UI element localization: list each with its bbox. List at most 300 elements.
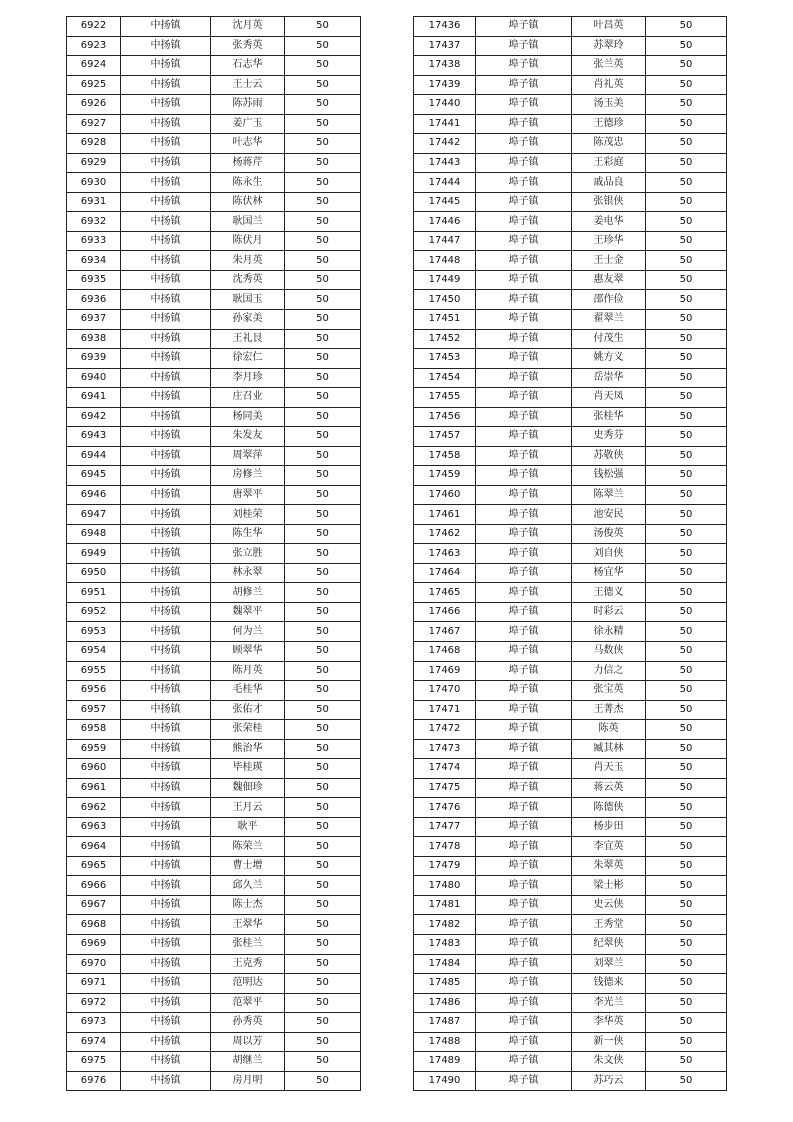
- town-cell: 中扬镇: [121, 173, 211, 193]
- id-cell: 6943: [67, 427, 121, 447]
- amount-cell: 50: [285, 759, 361, 779]
- town-cell: 中扬镇: [121, 270, 211, 290]
- amount-cell: 50: [285, 56, 361, 76]
- id-cell: 6963: [67, 817, 121, 837]
- amount-cell: 50: [646, 837, 727, 857]
- id-cell: 6937: [67, 309, 121, 329]
- town-cell: 埠子镇: [476, 114, 572, 134]
- town-cell: 中扬镇: [121, 251, 211, 271]
- amount-cell: 50: [646, 642, 727, 662]
- amount-cell: 50: [285, 251, 361, 271]
- table-row: [67, 56, 361, 76]
- town-cell: 埠子镇: [476, 1071, 572, 1091]
- town-cell: 中扬镇: [121, 876, 211, 896]
- town-cell: 埠子镇: [476, 192, 572, 212]
- amount-cell: 50: [646, 974, 727, 994]
- table-row: [67, 349, 361, 369]
- amount-cell: 50: [285, 817, 361, 837]
- amount-cell: 50: [646, 915, 727, 935]
- id-cell: 17480: [414, 876, 476, 896]
- id-cell: 17441: [414, 114, 476, 134]
- name-cell: 陈永生: [211, 173, 285, 193]
- amount-cell: 50: [646, 954, 727, 974]
- id-cell: 17463: [414, 544, 476, 564]
- town-cell: 中扬镇: [121, 778, 211, 798]
- amount-cell: 50: [285, 95, 361, 115]
- amount-cell: 50: [646, 759, 727, 779]
- name-cell: 蒋云英: [572, 778, 646, 798]
- name-cell: 王士金: [572, 251, 646, 271]
- id-cell: 6972: [67, 993, 121, 1013]
- table-row: [67, 661, 361, 681]
- amount-cell: 50: [646, 720, 727, 740]
- id-cell: 6960: [67, 759, 121, 779]
- name-cell: 范明达: [211, 974, 285, 994]
- amount-cell: 50: [285, 329, 361, 349]
- amount-cell: 50: [285, 270, 361, 290]
- town-cell: 埠子镇: [476, 95, 572, 115]
- amount-cell: 50: [646, 75, 727, 95]
- id-cell: 17457: [414, 427, 476, 447]
- town-cell: 埠子镇: [476, 134, 572, 154]
- name-cell: 陈伏林: [211, 192, 285, 212]
- amount-cell: 50: [646, 1052, 727, 1072]
- id-cell: 17447: [414, 231, 476, 251]
- table-row: [67, 251, 361, 271]
- id-cell: 17462: [414, 524, 476, 544]
- id-cell: 6929: [67, 153, 121, 173]
- town-cell: 中扬镇: [121, 1071, 211, 1091]
- table-row: [67, 739, 361, 759]
- name-cell: 苏巧云: [572, 1071, 646, 1091]
- id-cell: 6973: [67, 1013, 121, 1033]
- amount-cell: 50: [646, 153, 727, 173]
- town-cell: 中扬镇: [121, 681, 211, 701]
- name-cell: 房修兰: [211, 466, 285, 486]
- id-cell: 17454: [414, 368, 476, 388]
- town-cell: 埠子镇: [476, 173, 572, 193]
- amount-cell: 50: [646, 876, 727, 896]
- name-cell: 李光兰: [572, 993, 646, 1013]
- amount-cell: 50: [285, 837, 361, 857]
- id-cell: 17437: [414, 36, 476, 56]
- town-cell: 埠子镇: [476, 231, 572, 251]
- name-cell: 陈英: [572, 720, 646, 740]
- id-cell: 6938: [67, 329, 121, 349]
- name-cell: 钱德来: [572, 974, 646, 994]
- name-cell: 岳崇华: [572, 368, 646, 388]
- table-row: [414, 309, 727, 329]
- id-cell: 17443: [414, 153, 476, 173]
- name-cell: 王德义: [572, 583, 646, 603]
- table-row: [414, 388, 727, 408]
- table-row: [67, 642, 361, 662]
- amount-cell: 50: [646, 388, 727, 408]
- id-cell: 17450: [414, 290, 476, 310]
- table-row: [414, 817, 727, 837]
- town-cell: 中扬镇: [121, 544, 211, 564]
- id-cell: 6970: [67, 954, 121, 974]
- town-cell: 中扬镇: [121, 1052, 211, 1072]
- amount-cell: 50: [646, 739, 727, 759]
- id-cell: 17439: [414, 75, 476, 95]
- table-row: [67, 798, 361, 818]
- town-cell: 埠子镇: [476, 485, 572, 505]
- name-cell: 叶昌英: [572, 17, 646, 37]
- table-row: [414, 329, 727, 349]
- name-cell: 耿平: [211, 817, 285, 837]
- town-cell: 埠子镇: [476, 212, 572, 232]
- amount-cell: 50: [285, 563, 361, 583]
- amount-cell: 50: [646, 602, 727, 622]
- table-row: [414, 642, 727, 662]
- town-cell: 中扬镇: [121, 192, 211, 212]
- table-row: [414, 720, 727, 740]
- name-cell: 惠友翠: [572, 270, 646, 290]
- amount-cell: 50: [285, 192, 361, 212]
- town-cell: 中扬镇: [121, 36, 211, 56]
- name-cell: 王月云: [211, 798, 285, 818]
- name-cell: 杨宜华: [572, 563, 646, 583]
- table-row: [67, 700, 361, 720]
- table-row: [67, 876, 361, 896]
- id-cell: 6932: [67, 212, 121, 232]
- name-cell: 唐翠平: [211, 485, 285, 505]
- table-row: [67, 583, 361, 603]
- name-cell: 汤玉美: [572, 95, 646, 115]
- id-cell: 6953: [67, 622, 121, 642]
- amount-cell: 50: [646, 192, 727, 212]
- table-row: [67, 1013, 361, 1033]
- id-cell: 6933: [67, 231, 121, 251]
- name-cell: 张银侠: [572, 192, 646, 212]
- right-table: [413, 16, 727, 1091]
- amount-cell: 50: [646, 856, 727, 876]
- table-row: [67, 368, 361, 388]
- name-cell: 李华英: [572, 1013, 646, 1033]
- table-row: [67, 544, 361, 564]
- name-cell: 邱久兰: [211, 876, 285, 896]
- table-row: [67, 1032, 361, 1052]
- table-row: [414, 876, 727, 896]
- id-cell: 6946: [67, 485, 121, 505]
- name-cell: 王翠华: [211, 915, 285, 935]
- name-cell: 王彩庭: [572, 153, 646, 173]
- table-row: [414, 1013, 727, 1033]
- town-cell: 中扬镇: [121, 602, 211, 622]
- amount-cell: 50: [285, 1013, 361, 1033]
- id-cell: 6930: [67, 173, 121, 193]
- amount-cell: 50: [646, 134, 727, 154]
- amount-cell: 50: [285, 700, 361, 720]
- amount-cell: 50: [646, 368, 727, 388]
- name-cell: 孙秀英: [211, 1013, 285, 1033]
- amount-cell: 50: [646, 700, 727, 720]
- table-row: [414, 778, 727, 798]
- table-row: [414, 17, 727, 37]
- name-cell: 王礼艮: [211, 329, 285, 349]
- id-cell: 6971: [67, 974, 121, 994]
- name-cell: 臧其林: [572, 739, 646, 759]
- amount-cell: 50: [285, 642, 361, 662]
- town-cell: 埠子镇: [476, 388, 572, 408]
- amount-cell: 50: [646, 231, 727, 251]
- table-row: [67, 505, 361, 525]
- town-cell: 埠子镇: [476, 524, 572, 544]
- name-cell: 庄召业: [211, 388, 285, 408]
- id-cell: 17474: [414, 759, 476, 779]
- town-cell: 中扬镇: [121, 368, 211, 388]
- name-cell: 张兰英: [572, 56, 646, 76]
- id-cell: 17478: [414, 837, 476, 857]
- table-row: [414, 739, 727, 759]
- table-row: [67, 856, 361, 876]
- name-cell: 石志华: [211, 56, 285, 76]
- id-cell: 6935: [67, 270, 121, 290]
- table-row: [414, 95, 727, 115]
- name-cell: 刘桂荣: [211, 505, 285, 525]
- name-cell: 陈伏月: [211, 231, 285, 251]
- table-row: [414, 661, 727, 681]
- table-row: [67, 407, 361, 427]
- name-cell: 肖礼英: [572, 75, 646, 95]
- town-cell: 中扬镇: [121, 524, 211, 544]
- amount-cell: 50: [285, 153, 361, 173]
- amount-cell: 50: [646, 173, 727, 193]
- town-cell: 埠子镇: [476, 251, 572, 271]
- table-row: [414, 934, 727, 954]
- town-cell: 中扬镇: [121, 388, 211, 408]
- name-cell: 林永翠: [211, 563, 285, 583]
- name-cell: 熊治华: [211, 739, 285, 759]
- id-cell: 17488: [414, 1032, 476, 1052]
- id-cell: 17490: [414, 1071, 476, 1091]
- id-cell: 17468: [414, 642, 476, 662]
- name-cell: 朱文侠: [572, 1052, 646, 1072]
- name-cell: 王秀堂: [572, 915, 646, 935]
- town-cell: 中扬镇: [121, 75, 211, 95]
- table-row: [67, 95, 361, 115]
- table-row: [67, 993, 361, 1013]
- amount-cell: 50: [646, 212, 727, 232]
- table-row: [67, 36, 361, 56]
- town-cell: 中扬镇: [121, 817, 211, 837]
- name-cell: 毛桂华: [211, 681, 285, 701]
- table-row: [414, 622, 727, 642]
- table-row: [414, 759, 727, 779]
- amount-cell: 50: [646, 661, 727, 681]
- table-row: [414, 485, 727, 505]
- id-cell: 6968: [67, 915, 121, 935]
- name-cell: 张秀英: [211, 36, 285, 56]
- town-cell: 中扬镇: [121, 739, 211, 759]
- town-cell: 中扬镇: [121, 837, 211, 857]
- town-cell: 埠子镇: [476, 270, 572, 290]
- amount-cell: 50: [646, 681, 727, 701]
- amount-cell: 50: [285, 114, 361, 134]
- town-cell: 埠子镇: [476, 974, 572, 994]
- id-cell: 17475: [414, 778, 476, 798]
- id-cell: 6925: [67, 75, 121, 95]
- id-cell: 6928: [67, 134, 121, 154]
- id-cell: 6976: [67, 1071, 121, 1091]
- town-cell: 埠子镇: [476, 544, 572, 564]
- town-cell: 埠子镇: [476, 837, 572, 857]
- town-cell: 中扬镇: [121, 407, 211, 427]
- table-row: [414, 524, 727, 544]
- amount-cell: 50: [285, 681, 361, 701]
- amount-cell: 50: [285, 778, 361, 798]
- amount-cell: 50: [285, 1071, 361, 1091]
- table-row: [414, 798, 727, 818]
- name-cell: 陈生华: [211, 524, 285, 544]
- table-row: [414, 505, 727, 525]
- town-cell: 中扬镇: [121, 934, 211, 954]
- town-cell: 埠子镇: [476, 602, 572, 622]
- town-cell: 中扬镇: [121, 290, 211, 310]
- table-row: [67, 1071, 361, 1091]
- amount-cell: 50: [285, 739, 361, 759]
- id-cell: 6939: [67, 349, 121, 369]
- name-cell: 陈翠兰: [572, 485, 646, 505]
- table-row: [67, 309, 361, 329]
- table-row: [67, 212, 361, 232]
- id-cell: 17446: [414, 212, 476, 232]
- amount-cell: 50: [646, 329, 727, 349]
- name-cell: 纪翠侠: [572, 934, 646, 954]
- name-cell: 杨蒋芹: [211, 153, 285, 173]
- table-row: [414, 231, 727, 251]
- name-cell: 杨步田: [572, 817, 646, 837]
- id-cell: 6950: [67, 563, 121, 583]
- id-cell: 6940: [67, 368, 121, 388]
- id-cell: 17448: [414, 251, 476, 271]
- amount-cell: 50: [285, 75, 361, 95]
- name-cell: 徐永精: [572, 622, 646, 642]
- name-cell: 朱发友: [211, 427, 285, 447]
- amount-cell: 50: [285, 309, 361, 329]
- town-cell: 中扬镇: [121, 231, 211, 251]
- town-cell: 埠子镇: [476, 700, 572, 720]
- town-cell: 中扬镇: [121, 622, 211, 642]
- name-cell: 周以芳: [211, 1032, 285, 1052]
- table-row: [414, 134, 727, 154]
- id-cell: 6947: [67, 505, 121, 525]
- amount-cell: 50: [646, 446, 727, 466]
- id-cell: 6952: [67, 602, 121, 622]
- town-cell: 埠子镇: [476, 446, 572, 466]
- id-cell: 6955: [67, 661, 121, 681]
- table-row: [414, 56, 727, 76]
- id-cell: 6967: [67, 895, 121, 915]
- town-cell: 中扬镇: [121, 661, 211, 681]
- name-cell: 苏翠玲: [572, 36, 646, 56]
- town-cell: 埠子镇: [476, 876, 572, 896]
- town-cell: 中扬镇: [121, 114, 211, 134]
- name-cell: 姜广玉: [211, 114, 285, 134]
- town-cell: 埠子镇: [476, 349, 572, 369]
- name-cell: 沈月英: [211, 17, 285, 37]
- amount-cell: 50: [285, 407, 361, 427]
- id-cell: 17467: [414, 622, 476, 642]
- table-row: [67, 934, 361, 954]
- amount-cell: 50: [646, 309, 727, 329]
- table-row: [414, 681, 727, 701]
- town-cell: 埠子镇: [476, 817, 572, 837]
- town-cell: 埠子镇: [476, 17, 572, 37]
- amount-cell: 50: [285, 427, 361, 447]
- town-cell: 埠子镇: [476, 954, 572, 974]
- id-cell: 6961: [67, 778, 121, 798]
- id-cell: 17481: [414, 895, 476, 915]
- table-row: [414, 856, 727, 876]
- amount-cell: 50: [285, 544, 361, 564]
- name-cell: 翟翠兰: [572, 309, 646, 329]
- name-cell: 时彩云: [572, 602, 646, 622]
- table-row: [67, 270, 361, 290]
- name-cell: 李月珍: [211, 368, 285, 388]
- table-row: [414, 153, 727, 173]
- amount-cell: 50: [646, 114, 727, 134]
- table-row: [414, 915, 727, 935]
- amount-cell: 50: [285, 524, 361, 544]
- name-cell: 梁士彬: [572, 876, 646, 896]
- name-cell: 朱翠英: [572, 856, 646, 876]
- id-cell: 17453: [414, 349, 476, 369]
- id-cell: 17436: [414, 17, 476, 37]
- town-cell: 中扬镇: [121, 485, 211, 505]
- name-cell: 王士云: [211, 75, 285, 95]
- name-cell: 陈士杰: [211, 895, 285, 915]
- name-cell: 胡修兰: [211, 583, 285, 603]
- amount-cell: 50: [646, 544, 727, 564]
- town-cell: 中扬镇: [121, 1013, 211, 1033]
- name-cell: 刘翠兰: [572, 954, 646, 974]
- amount-cell: 50: [646, 485, 727, 505]
- id-cell: 6966: [67, 876, 121, 896]
- name-cell: 陈德侠: [572, 798, 646, 818]
- id-cell: 17464: [414, 563, 476, 583]
- id-cell: 17473: [414, 739, 476, 759]
- name-cell: 陈月英: [211, 661, 285, 681]
- town-cell: 中扬镇: [121, 17, 211, 37]
- town-cell: 埠子镇: [476, 993, 572, 1013]
- id-cell: 6965: [67, 856, 121, 876]
- name-cell: 曹士增: [211, 856, 285, 876]
- town-cell: 埠子镇: [476, 153, 572, 173]
- id-cell: 17470: [414, 681, 476, 701]
- amount-cell: 50: [285, 290, 361, 310]
- left-table: [66, 16, 361, 1091]
- table-row: [67, 290, 361, 310]
- amount-cell: 50: [646, 95, 727, 115]
- name-cell: 力信之: [572, 661, 646, 681]
- table-row: [414, 837, 727, 857]
- amount-cell: 50: [285, 466, 361, 486]
- id-cell: 17477: [414, 817, 476, 837]
- town-cell: 中扬镇: [121, 915, 211, 935]
- amount-cell: 50: [285, 602, 361, 622]
- id-cell: 17440: [414, 95, 476, 115]
- id-cell: 17471: [414, 700, 476, 720]
- town-cell: 埠子镇: [476, 1013, 572, 1033]
- town-cell: 中扬镇: [121, 329, 211, 349]
- table-row: [414, 1032, 727, 1052]
- table-row: [414, 993, 727, 1013]
- name-cell: 徐宏仁: [211, 349, 285, 369]
- amount-cell: 50: [285, 446, 361, 466]
- town-cell: 埠子镇: [476, 720, 572, 740]
